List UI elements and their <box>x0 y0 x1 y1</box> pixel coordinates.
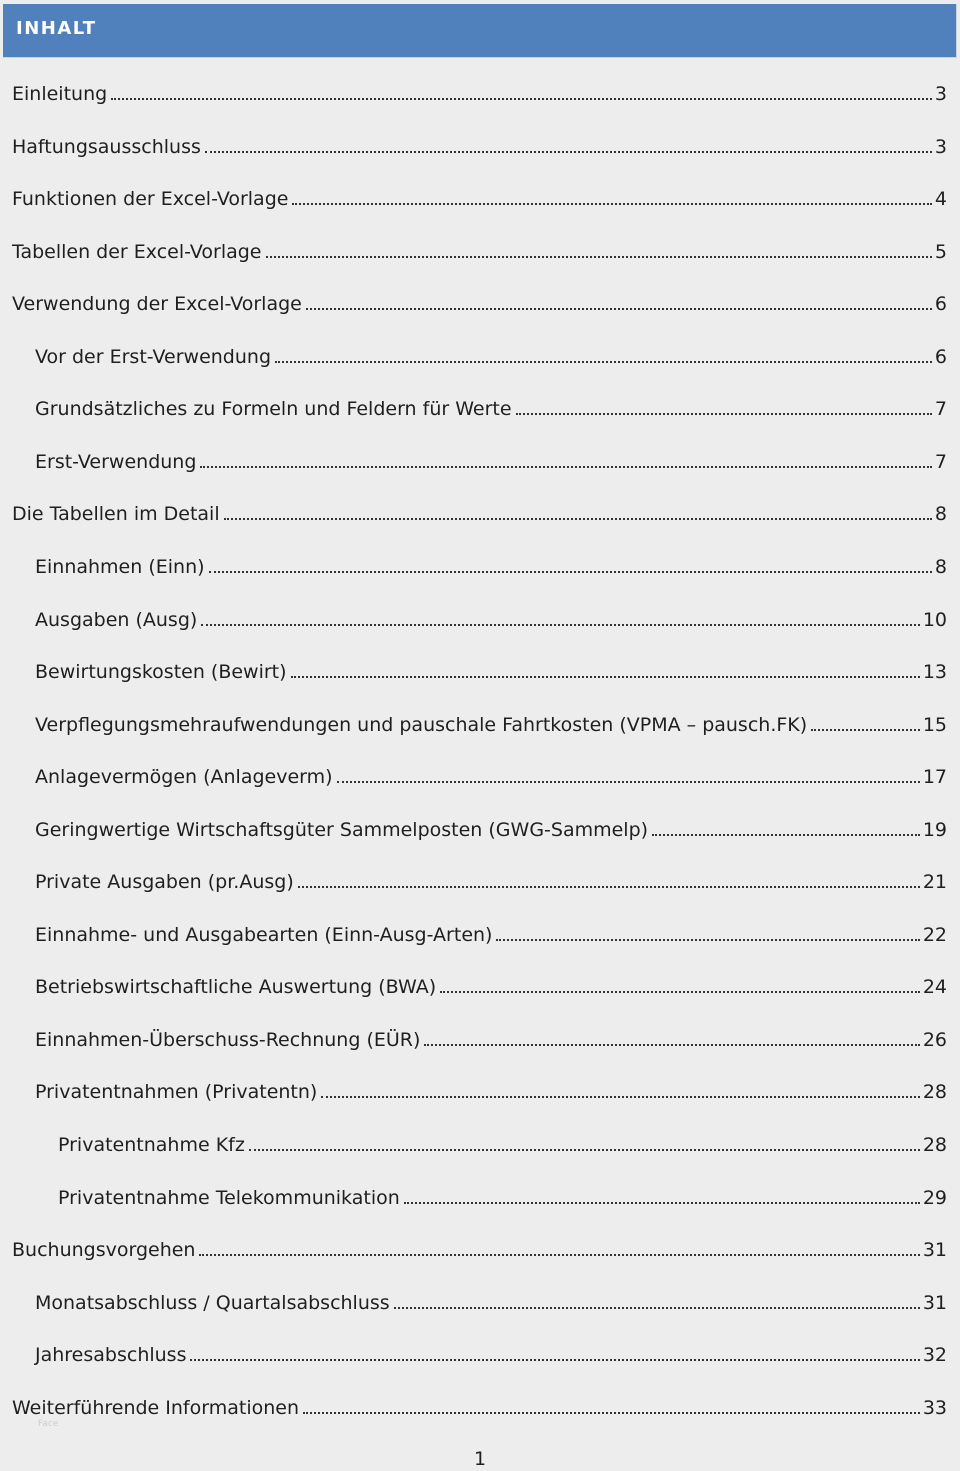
toc-entry-title: Einnahmen-Überschuss-Rechnung (EÜR) <box>35 1028 421 1051</box>
toc-dot-leader <box>306 307 932 310</box>
toc-entry[interactable] <box>35 434 947 474</box>
toc-dot-leader <box>266 255 932 258</box>
toc-dot-leader <box>111 97 932 100</box>
toc-entry-page-number: 4 <box>934 188 947 211</box>
toc-entry[interactable] <box>35 802 947 842</box>
toc-dot-leader <box>201 623 920 626</box>
toc-entry[interactable] <box>35 329 947 369</box>
toc-entry-title: Bewirtungskosten (Bewirt) <box>35 661 287 684</box>
toc-dot-leader <box>496 938 919 941</box>
toc-dot-leader <box>337 780 920 783</box>
toc-entry-title: Buchungsvorgehen <box>12 1239 196 1262</box>
toc-entry-page-number: 6 <box>934 345 947 368</box>
toc-entry-page-number: 7 <box>934 398 947 421</box>
toc-entry-page-number: 24 <box>922 976 947 999</box>
toc-entry[interactable] <box>12 1380 947 1420</box>
toc-entry-title: Vor der Erst-Verwendung <box>35 345 272 368</box>
toc-entry-title: Geringwertige Wirtschaftsgüter Sammelposten (GWG-Sammelp) <box>35 818 649 841</box>
toc-dot-leader <box>652 833 920 836</box>
toc-entry-title: Einnahme- und Ausgabearten (Einn-Ausg-Arten) <box>35 923 493 946</box>
toc-entry-title: Privatentnahme Kfz <box>58 1134 245 1156</box>
toc-dot-leader <box>275 360 932 363</box>
toc-entry-page-number: 28 <box>922 1134 947 1156</box>
toc-entry[interactable] <box>35 749 947 789</box>
toc-entry[interactable] <box>58 1170 947 1210</box>
toc-entry-title: Privatentnahmen (Privatentn) <box>35 1081 318 1104</box>
toc-entry-page-number: 28 <box>922 1081 947 1104</box>
toc-entry[interactable] <box>12 119 947 159</box>
toc-entry-title: Haftungsausschluss <box>12 135 201 158</box>
toc-entry-title: Die Tabellen im Detail <box>12 503 220 526</box>
toc-dot-leader <box>394 1306 920 1309</box>
contents-header-bar <box>3 4 957 58</box>
toc-dot-leader <box>199 1253 919 1256</box>
toc-entry[interactable] <box>58 1117 947 1157</box>
toc-dot-leader <box>292 202 931 205</box>
toc-entry-title: Betriebswirtschaftliche Auswertung (BWA) <box>35 976 437 999</box>
toc-entry-title: Jahresabschluss <box>35 1344 187 1367</box>
toc-dot-leader <box>224 517 932 520</box>
toc-entry[interactable] <box>35 907 947 947</box>
toc-dot-leader <box>298 885 920 888</box>
toc-entry[interactable] <box>35 1275 947 1315</box>
toc-dot-leader <box>811 728 920 731</box>
toc-entry[interactable] <box>35 854 947 894</box>
toc-entry[interactable] <box>12 171 947 211</box>
toc-entry-page-number: 7 <box>934 450 947 473</box>
toc-entry-page-number: 5 <box>934 240 947 263</box>
toc-entry[interactable] <box>35 644 947 684</box>
contents-heading: INHALT <box>16 18 97 39</box>
toc-entry-title: Anlagevermögen (Anlageverm) <box>35 766 333 789</box>
toc-entry[interactable] <box>35 1327 947 1367</box>
toc-dot-leader <box>516 412 932 415</box>
toc-entry-page-number: 26 <box>922 1028 947 1051</box>
toc-dot-leader <box>321 1095 919 1098</box>
toc-entry-title: Weiterführende Informationen <box>12 1396 299 1419</box>
toc-entry-title: Grundsätzliches zu Formeln und Feldern für Werte <box>35 398 512 421</box>
toc-entry-page-number: 3 <box>934 83 947 105</box>
toc-entry-page-number: 21 <box>922 871 947 894</box>
toc-dot-leader <box>200 465 931 468</box>
toc-entry[interactable] <box>35 1064 947 1104</box>
toc-entry-page-number: 32 <box>922 1344 947 1367</box>
faint-watermark: Face <box>38 1419 59 1429</box>
toc-entry-title: Monatsabschluss / Quartalsabschluss <box>35 1291 390 1314</box>
toc-entry[interactable] <box>35 539 947 579</box>
toc-dot-leader <box>424 1043 919 1046</box>
toc-entry[interactable] <box>35 381 947 421</box>
toc-entry-title: Funktionen der Excel-Vorlage <box>12 188 289 211</box>
toc-entry-page-number: 33 <box>922 1396 947 1419</box>
toc-entry[interactable] <box>35 697 947 737</box>
toc-entry-title: Verpflegungsmehraufwendungen und pauschale Fahrtkosten (VPMA – pausch.FK) <box>35 713 808 736</box>
toc-entry[interactable] <box>12 276 947 316</box>
toc-dot-leader <box>190 1358 919 1361</box>
toc-dot-leader <box>404 1201 920 1204</box>
toc-entry[interactable] <box>35 1012 947 1052</box>
toc-dot-leader <box>440 990 920 993</box>
toc-entry-title: Einnahmen (Einn) <box>35 555 205 578</box>
toc-entry[interactable] <box>35 592 947 632</box>
toc-entry-page-number: 17 <box>922 766 947 789</box>
toc-entry-page-number: 22 <box>922 923 947 946</box>
toc-entry-page-number: 15 <box>922 713 947 736</box>
toc-entry-page-number: 6 <box>934 293 947 316</box>
toc-entry-page-number: 8 <box>934 503 947 526</box>
toc-entry-page-number: 8 <box>934 555 947 578</box>
toc-entry[interactable] <box>12 66 947 106</box>
toc-dot-leader <box>209 570 932 573</box>
toc-entry-title: Private Ausgaben (pr.Ausg) <box>35 871 294 894</box>
toc-entry-title: Tabellen der Excel-Vorlage <box>12 240 262 263</box>
toc-entry-title: Privatentnahme Telekommunikation <box>58 1186 400 1209</box>
toc-entry-page-number: 19 <box>922 818 947 841</box>
toc-entry[interactable] <box>12 224 947 264</box>
toc-dot-leader <box>205 150 932 153</box>
toc-entry-page-number: 31 <box>922 1291 947 1314</box>
toc-dot-leader <box>303 1411 920 1414</box>
toc-entry-title: Erst-Verwendung <box>35 450 197 473</box>
toc-entry-title: Einleitung <box>12 83 108 105</box>
toc-dot-leader <box>291 675 920 678</box>
toc-entry-page-number: 3 <box>934 135 947 158</box>
page-number: 1 <box>473 1448 487 1470</box>
toc-entry-page-number: 10 <box>922 608 947 631</box>
toc-entry-page-number: 13 <box>922 661 947 684</box>
toc-dot-leader <box>249 1148 920 1151</box>
toc-entry-title: Ausgaben (Ausg) <box>35 608 198 631</box>
toc-entry-title: Verwendung der Excel-Vorlage <box>12 293 302 316</box>
toc-entry[interactable] <box>12 1222 947 1262</box>
toc-entry-page-number: 31 <box>922 1239 947 1262</box>
toc-entry-page-number: 29 <box>922 1186 947 1209</box>
toc-entry[interactable] <box>12 486 947 526</box>
toc-entry[interactable] <box>35 959 947 999</box>
